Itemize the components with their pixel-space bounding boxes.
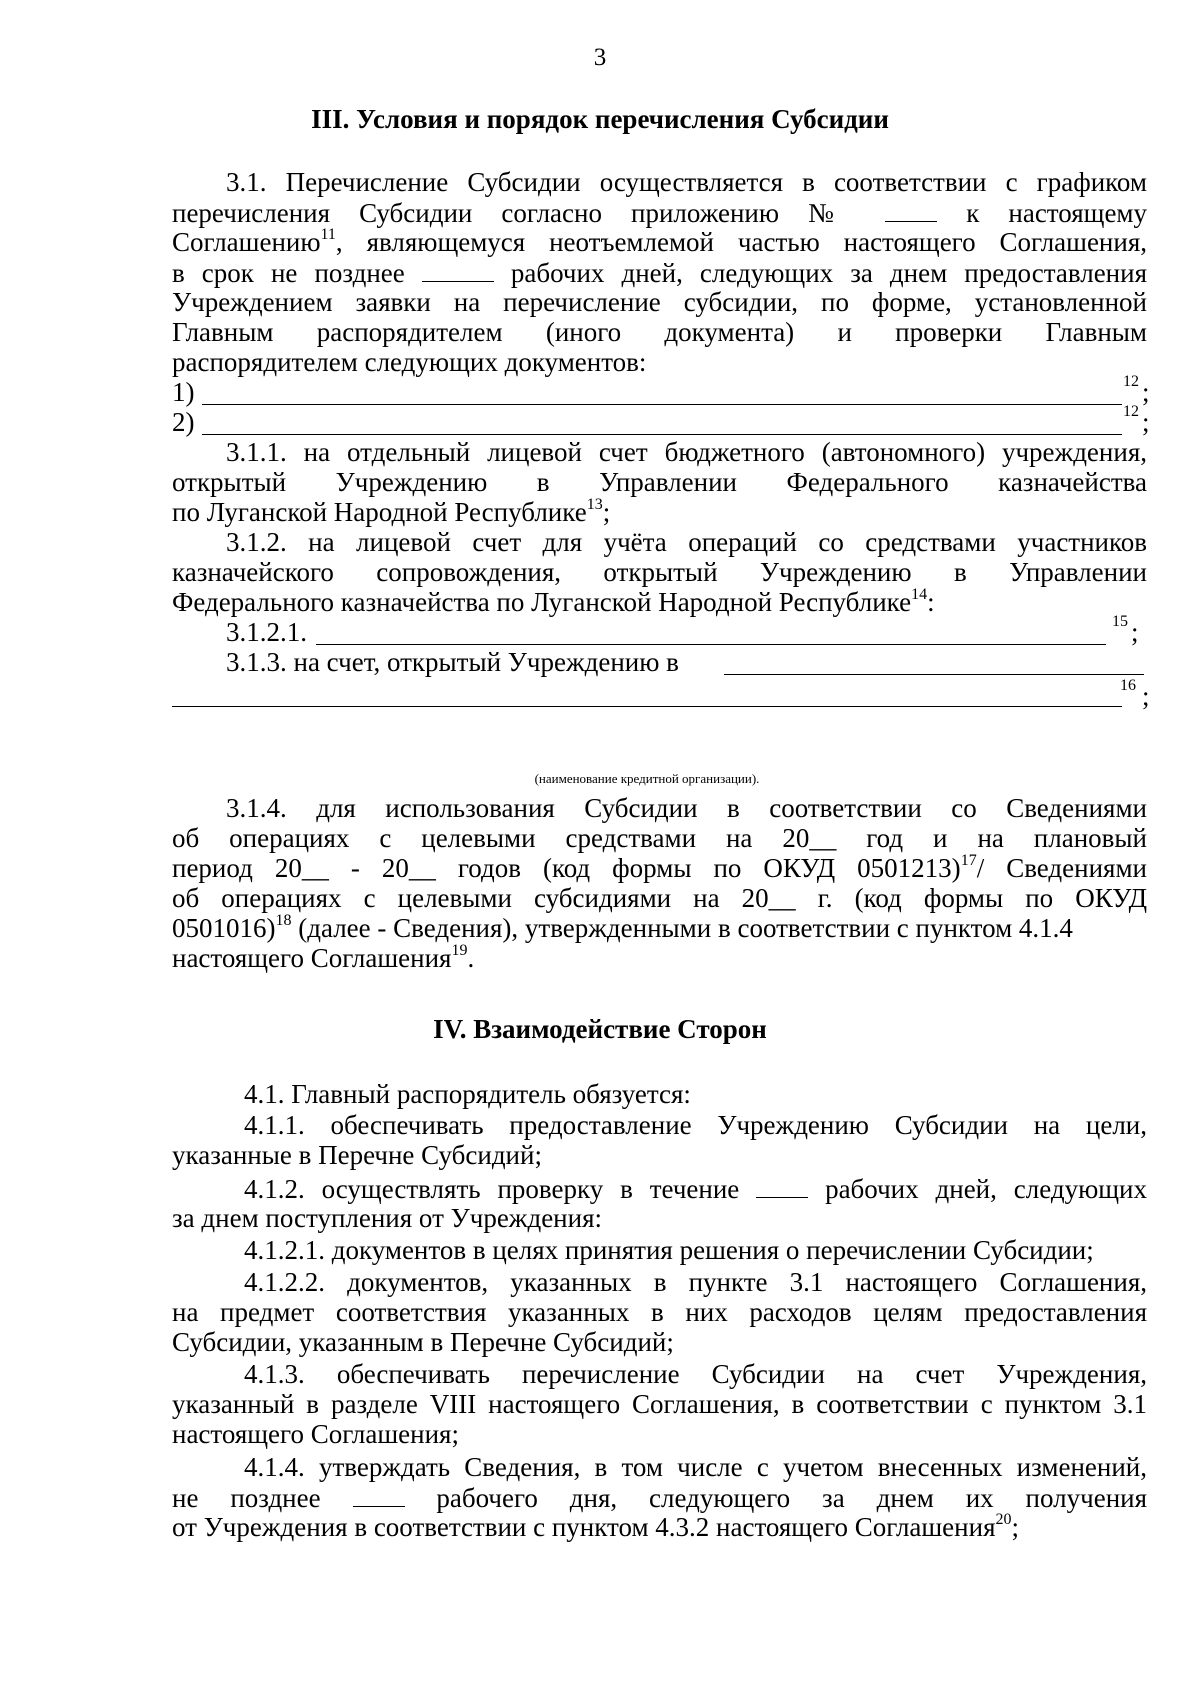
footnote-ref-12b: 12: [1123, 403, 1139, 420]
p411-line1: 4.1.1. обеспечивать предоставление Учреждению Субсидии на цели,: [244, 1110, 1147, 1140]
p411-line2: указанные в Перечне Субсидий;: [172, 1140, 542, 1170]
p31-line4: в срок не позднее рабочих дней, следующих за днем предоставления: [172, 258, 1147, 288]
p31-line5: Учреждением заявки на перечисление субсидии, по форме, установленной: [172, 287, 1147, 317]
blank-check-days[interactable]: [756, 1172, 808, 1198]
footnote-ref-18: 18: [275, 912, 292, 929]
p4122-line2: на предмет соответствия указанных в них расходов целям предоставления: [172, 1297, 1147, 1327]
p4122-line3: Субсидии, указанным в Перечне Субсидий;: [172, 1327, 674, 1357]
p314-line2: об операциях с целевыми средствами на 20__ год и на плановый: [172, 823, 1147, 853]
blank-approve-days[interactable]: [353, 1481, 405, 1507]
p414-line1: 4.1.4. утверждать Сведения, в том числе с учетом внесенных изменений,: [244, 1452, 1147, 1482]
p313-line2: 16 ;: [172, 676, 1147, 708]
p31-line6: Главным распорядителем (иного документа) и проверки Главным: [172, 317, 1147, 347]
doc-list-item-1: 1) 12 ;: [172, 373, 1150, 407]
p314-line6: настоящего Соглашения$^{19}$.: [172, 942, 475, 973]
doc-list-item-2: 2) 12 ;: [172, 403, 1150, 437]
p4121-line: 4.1.2.1. документов в целях принятия решения о перечислении Субсидии;: [244, 1235, 1094, 1265]
p414-line2: не позднее рабочего дня, следующего за днем их получения: [172, 1483, 1148, 1513]
footnote-ref-20: 20: [995, 1511, 1012, 1528]
p414-line3: от Учреждения в соответствии с пунктом 4.3.2 настоящего Соглашения$^{20}$;: [172, 1511, 1020, 1542]
p41-line: 4.1. Главный распорядитель обязуется:: [244, 1079, 691, 1109]
p311-line1: 3.1.1. на отдельный лицевой счет бюджетного (автономного) учреждения,: [226, 437, 1147, 467]
footnote-ref-17: 17: [960, 852, 977, 869]
section-4-heading: IV. Взаимодействие Сторон: [433, 1014, 767, 1044]
p3121-blank[interactable]: [316, 644, 1106, 645]
credit-org-caption: (наименование кредитной организации).: [534, 771, 760, 786]
p311-line3: по Луганской Народной Республике$^{13}$;: [172, 496, 611, 527]
p311-line2: открытый Учреждению в Управлении Федерального казначейства: [172, 467, 1147, 497]
p312-line1: 3.1.2. на лицевой счет для учёта операций со средствами участников: [226, 527, 1147, 557]
p314-line3: период 20__ - 20__ годов (код формы по ОКУД 0501213)$^{17}$/ Сведениями: [172, 852, 1147, 883]
p412-line2: за днем поступления от Учреждения:: [172, 1203, 602, 1233]
page-number: 3: [593, 44, 607, 71]
p413-line3: настоящего Соглашения;: [172, 1419, 459, 1449]
p31-line2: перечисления Субсидии согласно приложению № к настоящему: [172, 198, 1148, 228]
footnote-ref-12: 12: [1123, 373, 1139, 390]
p313-blank-2[interactable]: [172, 706, 1122, 707]
p314-line1: 3.1.4. для использования Субсидии в соответствии со Сведениями: [226, 793, 1147, 823]
p312-line3: Федерального казначейства по Луганской Народной Республике$^{14}$:: [172, 586, 935, 617]
p413-line2: указанный в разделе VIII настоящего Соглашения, в соответствии с пунктом 3.1: [172, 1389, 1147, 1419]
p314-line5: 0501016)$^{18}$ (далее - Сведения), утвержденными в соответствии с пунктом 4.1.4: [172, 912, 1073, 943]
p313-blank-1[interactable]: [724, 674, 1144, 675]
p31-line1: 3.1. Перечисление Субсидии осуществляется в соответствии с графиком: [226, 167, 1147, 197]
blank-appendix-number[interactable]: [885, 196, 937, 222]
blank-workdays[interactable]: [422, 256, 494, 282]
footnote-ref-15: 15: [1112, 613, 1128, 630]
doc-list-item-2-blank[interactable]: [202, 434, 1122, 435]
footnote-ref-19: 19: [451, 942, 468, 959]
p31-line3: Соглашению$^{11}$, являющемуся неотъемлемой частью настоящего Соглашения,: [172, 226, 1147, 257]
footnote-ref-11: 11: [320, 226, 336, 243]
section-3-heading: III. Условия и порядок перечисления Субсидии: [311, 104, 889, 134]
footnote-ref-16: 16: [1120, 677, 1136, 694]
p412-line1: 4.1.2. осуществлять проверку в течение рабочих дней, следующих: [244, 1174, 1148, 1204]
p4122-line1: 4.1.2.2. документов, указанных в пункте 3.1 настоящего Соглашения,: [244, 1267, 1147, 1297]
footnote-ref-14: 14: [911, 586, 928, 603]
p312-line2: казначейского сопровождения, открытый Учреждению в Управлении: [172, 557, 1147, 587]
p314-line4: об операциях с целевыми субсидиями на 20__ г. (код формы по ОКУД: [172, 883, 1147, 913]
p413-line1: 4.1.3. обеспечивать перечисление Субсидии на счет Учреждения,: [244, 1359, 1147, 1389]
p31-line7: распорядителем следующих документов:: [172, 347, 647, 377]
p3121-line: 3.1.2.1. 15 ;: [226, 613, 1139, 647]
p313-line1: 3.1.3. на счет, открытый Учреждению в: [226, 646, 1147, 678]
doc-list-item-1-blank[interactable]: [202, 404, 1122, 405]
footnote-ref-13: 13: [586, 496, 603, 513]
